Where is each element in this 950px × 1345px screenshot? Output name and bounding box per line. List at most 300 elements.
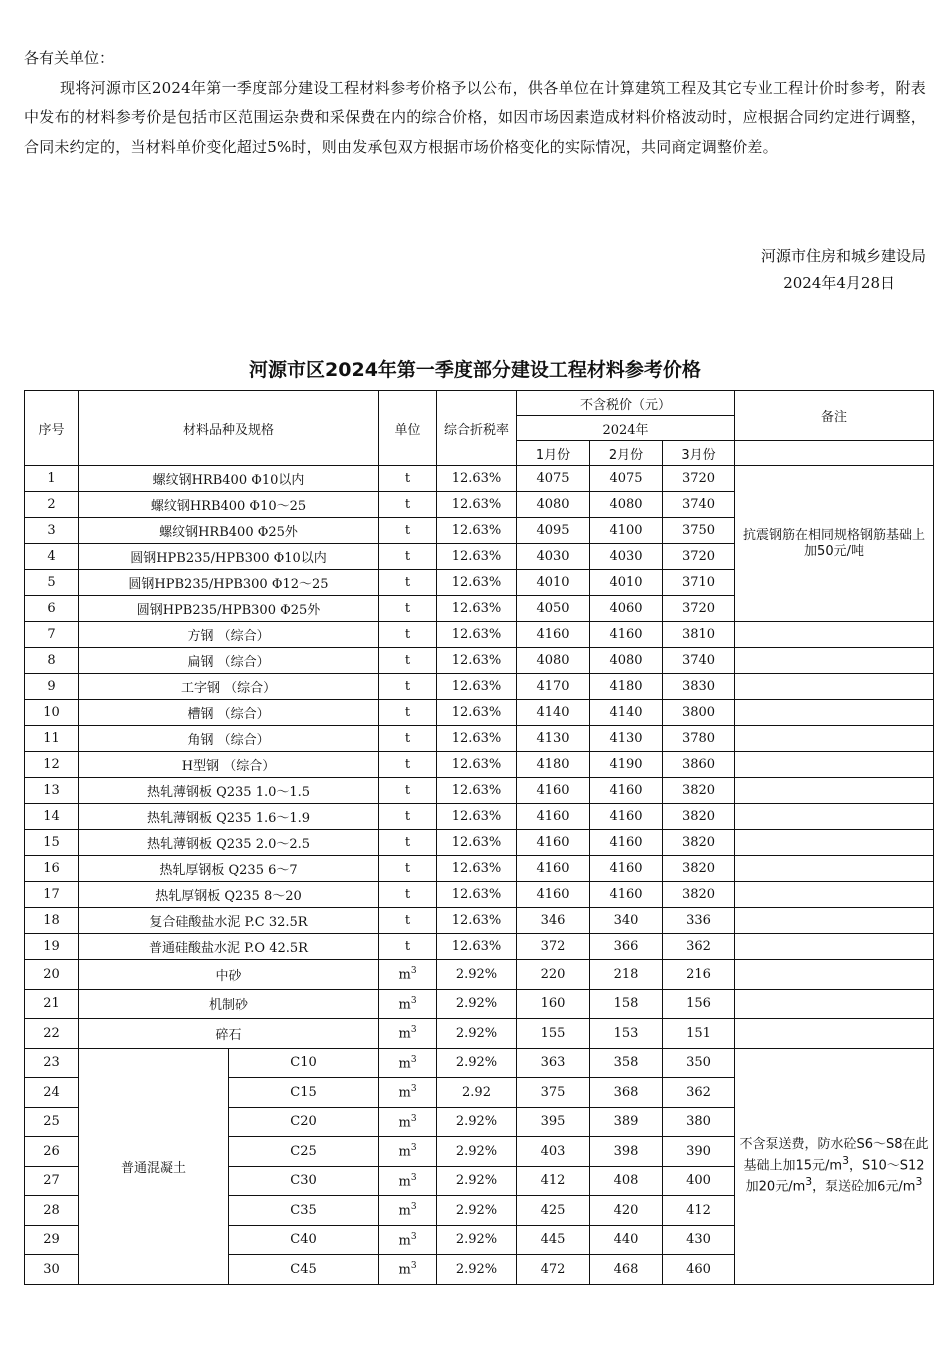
row-number: 5: [25, 570, 79, 596]
unit-cell: [379, 544, 437, 570]
price-month-2: 218: [590, 960, 663, 990]
remark-empty: [735, 1019, 934, 1049]
price-month-1: 4080: [517, 492, 590, 518]
price-month-1: 4010: [517, 570, 590, 596]
unit-cell: [379, 960, 437, 990]
price-month-2: 398: [590, 1137, 663, 1167]
price-month-1: 155: [517, 1019, 590, 1049]
price-month-2: 4140: [590, 700, 663, 726]
price-month-2: 4160: [590, 882, 663, 908]
price-month-3: 151: [663, 1019, 735, 1049]
concrete-grade: C15: [229, 1078, 379, 1108]
unit-cell: [379, 804, 437, 830]
row-number: 17: [25, 882, 79, 908]
tax-rate: 2.92: [437, 1078, 517, 1108]
unit-text: t: [404, 497, 411, 512]
unit-text: t: [404, 653, 411, 668]
row-number: 8: [25, 648, 79, 674]
issuer: 河源市住房和城乡建设局: [760, 247, 926, 265]
price-month-1: 4050: [517, 596, 590, 622]
material-name: 方钢 （综合）: [79, 622, 379, 648]
row-number: 1: [25, 466, 79, 492]
row-number: 10: [25, 700, 79, 726]
unit-text: t: [404, 731, 411, 746]
unit-cell: [379, 1078, 437, 1108]
unit-cell: [379, 700, 437, 726]
row-number: 27: [25, 1166, 79, 1196]
tax-rate: 2.92%: [437, 1166, 517, 1196]
unit-exponent: 3: [410, 1261, 417, 1272]
price-month-1: 4180: [517, 752, 590, 778]
table-row: [25, 752, 934, 778]
unit-text: m: [398, 1114, 411, 1130]
unit-text: t: [404, 783, 411, 798]
tax-rate: 2.92%: [437, 1107, 517, 1137]
table-row: [25, 882, 934, 908]
table-row: [25, 700, 934, 726]
remark-empty: [735, 908, 934, 934]
tax-rate: 12.63%: [437, 752, 517, 778]
price-month-3: 3820: [663, 830, 735, 856]
price-month-2: 440: [590, 1225, 663, 1255]
unit-text: t: [404, 913, 411, 928]
tax-rate: 2.92%: [437, 960, 517, 990]
remark-empty: [735, 700, 934, 726]
material-name: 槽钢 （综合）: [79, 700, 379, 726]
remark-empty: [735, 856, 934, 882]
unit-cell: [379, 1166, 437, 1196]
price-month-1: 4140: [517, 700, 590, 726]
tax-rate: 12.63%: [437, 596, 517, 622]
material-name: 碎石: [79, 1019, 379, 1049]
price-month-3: 362: [663, 934, 735, 960]
row-number: 12: [25, 752, 79, 778]
unit-text: m: [398, 1203, 411, 1219]
unit-text: m: [398, 1055, 411, 1071]
unit-cell: [379, 1137, 437, 1167]
price-month-1: 4160: [517, 882, 590, 908]
concrete-remark: [735, 1048, 934, 1284]
price-month-3: 3830: [663, 674, 735, 700]
tax-rate: 12.63%: [437, 674, 517, 700]
material-name: 复合硅酸盐水泥 P.C 32.5R: [79, 908, 379, 934]
price-month-3: 460: [663, 1255, 735, 1285]
remark-empty: [735, 726, 934, 752]
unit-text: m: [398, 1026, 411, 1042]
remark-empty: [735, 934, 934, 960]
price-month-3: 350: [663, 1048, 735, 1078]
material-name: 工字钢 （综合）: [79, 674, 379, 700]
tax-rate: 12.63%: [437, 934, 517, 960]
remark-empty: [735, 752, 934, 778]
row-number: 15: [25, 830, 79, 856]
price-month-2: 368: [590, 1078, 663, 1108]
price-month-3: 3810: [663, 622, 735, 648]
header-year: 2024年: [517, 416, 735, 441]
price-month-2: 468: [590, 1255, 663, 1285]
price-month-2: 389: [590, 1107, 663, 1137]
tax-rate: 12.63%: [437, 726, 517, 752]
remark-empty: [735, 648, 934, 674]
material-name: 热轧薄钢板 Q235 1.6～1.9: [79, 804, 379, 830]
material-name: 螺纹钢HRB400 Φ10～25: [79, 492, 379, 518]
table-row: [25, 466, 934, 492]
price-month-1: 4080: [517, 648, 590, 674]
unit-text: m: [398, 1232, 411, 1248]
unit-cell: [379, 989, 437, 1019]
tax-rate: 2.92%: [437, 1019, 517, 1049]
header-no: 序号: [25, 391, 79, 466]
price-month-3: 3750: [663, 518, 735, 544]
price-month-2: 4075: [590, 466, 663, 492]
header-month-2: 2月份: [590, 441, 663, 466]
price-month-2: 4080: [590, 648, 663, 674]
price-month-1: 363: [517, 1048, 590, 1078]
notice-body: 现将河源市区2024年第一季度部分建设工程材料参考价格予以公布，供各单位在计算建筑工程及其它专业工程计价时参考，附表中发布的材料参考价是包括市区范围运杂费和采保费在内的综合价格，如因市场因素造成材料价格波动时，应根据合同约定进行调整，合同未约定的，当材料单价变化超过5%时，则由发承包双方根据市场价格变化的实际情况，共同商定调整价差。: [24, 78, 926, 156]
unit-cell: [379, 830, 437, 856]
material-name: 机制砂: [79, 989, 379, 1019]
row-number: 22: [25, 1019, 79, 1049]
tax-rate: 12.63%: [437, 856, 517, 882]
header-month-1: 1月份: [517, 441, 590, 466]
price-month-2: 4160: [590, 856, 663, 882]
row-number: 21: [25, 989, 79, 1019]
table-title: 河源市区2024年第一季度部分建设工程材料参考价格: [249, 359, 701, 381]
unit-exponent: 3: [410, 1143, 417, 1154]
unit-cell: [379, 648, 437, 674]
price-month-2: 4010: [590, 570, 663, 596]
remark-empty: [735, 830, 934, 856]
price-month-2: 4160: [590, 804, 663, 830]
remark-text: ，S10～S12加20元/m: [745, 1158, 925, 1195]
unit-exponent: 3: [410, 995, 417, 1006]
remark-text: 不含泵送费，防水砼S6～S8在此基础上加15元/m: [739, 1136, 929, 1173]
price-month-2: 4190: [590, 752, 663, 778]
tax-rate: 12.63%: [437, 882, 517, 908]
concrete-category: 普通混凝土: [79, 1048, 229, 1284]
price-month-1: 375: [517, 1078, 590, 1108]
tax-rate: 12.63%: [437, 570, 517, 596]
material-name: 热轧薄钢板 Q235 1.0～1.5: [79, 778, 379, 804]
tax-rate: 12.63%: [437, 804, 517, 830]
price-month-1: 4160: [517, 830, 590, 856]
row-number: 26: [25, 1137, 79, 1167]
price-month-3: 3820: [663, 804, 735, 830]
remark-exponent: 3: [915, 1175, 923, 1188]
price-month-3: 412: [663, 1196, 735, 1226]
table-row: [25, 908, 934, 934]
tax-rate: 12.63%: [437, 648, 517, 674]
header-material: 材料品种及规格: [79, 391, 379, 466]
unit-cell: [379, 908, 437, 934]
material-name: 圆钢HPB235/HPB300 Φ10以内: [79, 544, 379, 570]
unit-cell: [379, 466, 437, 492]
remark-text: ，泵送砼加6元/m: [812, 1179, 916, 1195]
price-month-3: 156: [663, 989, 735, 1019]
unit-text: t: [404, 601, 411, 616]
unit-cell: [379, 492, 437, 518]
unit-cell: [379, 1196, 437, 1226]
unit-cell: [379, 752, 437, 778]
row-number: 23: [25, 1048, 79, 1078]
price-month-1: 4075: [517, 466, 590, 492]
price-month-3: 3820: [663, 778, 735, 804]
unit-text: t: [404, 835, 411, 850]
tax-rate: 12.63%: [437, 908, 517, 934]
price-month-1: 372: [517, 934, 590, 960]
tax-rate: 12.63%: [437, 466, 517, 492]
price-month-1: 4030: [517, 544, 590, 570]
header-unit: 单位: [379, 391, 437, 466]
row-number: 18: [25, 908, 79, 934]
tax-rate: 2.92%: [437, 1196, 517, 1226]
price-month-3: 336: [663, 908, 735, 934]
remark-empty: [735, 674, 934, 700]
price-month-2: 4130: [590, 726, 663, 752]
price-month-1: 4160: [517, 778, 590, 804]
price-month-1: 4130: [517, 726, 590, 752]
material-name: 热轧厚钢板 Q235 8～20: [79, 882, 379, 908]
tax-rate: 12.63%: [437, 700, 517, 726]
table-row: [25, 778, 934, 804]
unit-exponent: 3: [410, 1202, 417, 1213]
price-month-2: 358: [590, 1048, 663, 1078]
header-remark-spacer: [735, 441, 934, 466]
unit-text: m: [398, 1144, 411, 1160]
price-month-1: 403: [517, 1137, 590, 1167]
tax-rate: 12.63%: [437, 622, 517, 648]
unit-text: t: [404, 627, 411, 642]
row-number: 2: [25, 492, 79, 518]
unit-cell: [379, 934, 437, 960]
concrete-grade: C30: [229, 1166, 379, 1196]
material-name: 扁钢 （综合）: [79, 648, 379, 674]
row-number: 30: [25, 1255, 79, 1285]
material-name: 热轧厚钢板 Q235 6～7: [79, 856, 379, 882]
price-month-1: 346: [517, 908, 590, 934]
unit-text: m: [398, 996, 411, 1012]
header-price-group: 不含税价（元）: [517, 391, 735, 416]
remark-empty: [735, 989, 934, 1019]
price-month-3: 3720: [663, 596, 735, 622]
price-month-2: 4030: [590, 544, 663, 570]
unit-text: t: [404, 705, 411, 720]
material-name: 螺纹钢HRB400 Φ10以内: [79, 466, 379, 492]
material-name: 普通硅酸盐水泥 P.O 42.5R: [79, 934, 379, 960]
price-month-2: 158: [590, 989, 663, 1019]
remark-empty: [735, 882, 934, 908]
price-month-1: 425: [517, 1196, 590, 1226]
price-month-3: 3740: [663, 492, 735, 518]
table-row: [25, 674, 934, 700]
unit-exponent: 3: [410, 966, 417, 977]
price-month-1: 4160: [517, 622, 590, 648]
price-month-3: 430: [663, 1225, 735, 1255]
salutation: 各有关单位：: [24, 49, 115, 67]
price-month-1: 472: [517, 1255, 590, 1285]
unit-cell: [379, 778, 437, 804]
remark-empty: [735, 778, 934, 804]
unit-text: t: [404, 939, 411, 954]
tax-rate: 2.92%: [437, 1255, 517, 1285]
unit-exponent: 3: [410, 1231, 417, 1242]
price-month-3: 400: [663, 1166, 735, 1196]
table-row: [25, 830, 934, 856]
unit-cell: [379, 674, 437, 700]
price-month-1: 4170: [517, 674, 590, 700]
price-month-2: 340: [590, 908, 663, 934]
price-month-2: 408: [590, 1166, 663, 1196]
remark-empty: [735, 622, 934, 648]
unit-text: t: [404, 861, 411, 876]
unit-cell: [379, 856, 437, 882]
remark-exponent: 3: [805, 1175, 813, 1188]
unit-cell: [379, 1225, 437, 1255]
unit-text: t: [404, 809, 411, 824]
material-name: 角钢 （综合）: [79, 726, 379, 752]
concrete-grade: C40: [229, 1225, 379, 1255]
price-month-3: 3820: [663, 856, 735, 882]
unit-exponent: 3: [410, 1113, 417, 1124]
concrete-grade: C25: [229, 1137, 379, 1167]
row-number: 24: [25, 1078, 79, 1108]
table-row: [25, 989, 934, 1019]
price-month-3: 362: [663, 1078, 735, 1108]
concrete-grade: C35: [229, 1196, 379, 1226]
row-number: 14: [25, 804, 79, 830]
unit-exponent: 3: [410, 1054, 417, 1065]
price-month-3: 216: [663, 960, 735, 990]
tax-rate: 12.63%: [437, 544, 517, 570]
table-row: [25, 856, 934, 882]
price-month-2: 366: [590, 934, 663, 960]
row-number: 19: [25, 934, 79, 960]
unit-exponent: 3: [410, 1025, 417, 1036]
row-number: 3: [25, 518, 79, 544]
unit-cell: [379, 518, 437, 544]
tax-rate: 2.92%: [437, 1137, 517, 1167]
table-row: [25, 1048, 934, 1078]
price-month-3: 3720: [663, 544, 735, 570]
unit-text: t: [404, 549, 411, 564]
unit-exponent: 3: [410, 1172, 417, 1183]
unit-text: t: [404, 887, 411, 902]
price-month-1: 160: [517, 989, 590, 1019]
unit-cell: [379, 622, 437, 648]
price-month-2: 4180: [590, 674, 663, 700]
price-month-1: 4095: [517, 518, 590, 544]
unit-cell: [379, 596, 437, 622]
remark-exponent: 3: [842, 1153, 849, 1167]
unit-cell: [379, 1107, 437, 1137]
table-row: [25, 648, 934, 674]
price-month-1: 4160: [517, 804, 590, 830]
price-month-1: 445: [517, 1225, 590, 1255]
table-row: [25, 934, 934, 960]
unit-cell: [379, 726, 437, 752]
table-row: [25, 726, 934, 752]
price-month-1: 4160: [517, 856, 590, 882]
row-number: 28: [25, 1196, 79, 1226]
price-month-1: 220: [517, 960, 590, 990]
remark-empty: [735, 804, 934, 830]
price-month-3: 390: [663, 1137, 735, 1167]
page-cut: [0, 1287, 950, 1345]
row-number: 29: [25, 1225, 79, 1255]
notice-letter: [24, 44, 926, 162]
price-month-3: 3860: [663, 752, 735, 778]
unit-cell: [379, 1019, 437, 1049]
remark-empty: [735, 960, 934, 990]
row-number: 9: [25, 674, 79, 700]
price-month-3: 3800: [663, 700, 735, 726]
price-table: [24, 390, 934, 1285]
header-remark: 备注: [735, 391, 934, 441]
table-row: [25, 804, 934, 830]
material-name: H型钢 （综合）: [79, 752, 379, 778]
table-row: [25, 1019, 934, 1049]
tax-rate: 2.92%: [437, 1225, 517, 1255]
row-number: 20: [25, 960, 79, 990]
unit-cell: [379, 882, 437, 908]
tax-rate: 12.63%: [437, 492, 517, 518]
tax-rate: 2.92%: [437, 1048, 517, 1078]
row-number: 11: [25, 726, 79, 752]
price-month-3: 3820: [663, 882, 735, 908]
material-name: 螺纹钢HRB400 Φ25外: [79, 518, 379, 544]
unit-text: t: [404, 471, 411, 486]
price-month-2: 4080: [590, 492, 663, 518]
row-number: 6: [25, 596, 79, 622]
price-month-3: 380: [663, 1107, 735, 1137]
concrete-grade: C10: [229, 1048, 379, 1078]
tax-rate: 12.63%: [437, 778, 517, 804]
concrete-grade: C20: [229, 1107, 379, 1137]
price-month-3: 3710: [663, 570, 735, 596]
unit-text: t: [404, 679, 411, 694]
price-month-2: 4160: [590, 622, 663, 648]
unit-text: m: [398, 1173, 411, 1189]
price-month-1: 412: [517, 1166, 590, 1196]
unit-cell: [379, 1048, 437, 1078]
material-name: 圆钢HPB235/HPB300 Φ25外: [79, 596, 379, 622]
price-month-2: 4160: [590, 778, 663, 804]
row-number: 16: [25, 856, 79, 882]
steel-remark: 抗震钢筋在相同规格钢筋基础上加50元/吨: [735, 466, 934, 622]
row-number: 25: [25, 1107, 79, 1137]
price-month-2: 420: [590, 1196, 663, 1226]
header-month-3: 3月份: [663, 441, 735, 466]
unit-cell: [379, 570, 437, 596]
concrete-grade: C45: [229, 1255, 379, 1285]
tax-rate: 2.92%: [437, 989, 517, 1019]
unit-exponent: 3: [410, 1084, 417, 1095]
row-number: 13: [25, 778, 79, 804]
unit-text: m: [398, 1085, 411, 1101]
material-name: 中砂: [79, 960, 379, 990]
tax-rate: 12.63%: [437, 830, 517, 856]
unit-text: t: [404, 757, 411, 772]
unit-cell: [379, 1255, 437, 1285]
price-month-3: 3780: [663, 726, 735, 752]
material-name: 圆钢HPB235/HPB300 Φ12～25: [79, 570, 379, 596]
unit-text: t: [404, 523, 411, 538]
price-month-3: 3740: [663, 648, 735, 674]
price-month-3: 3720: [663, 466, 735, 492]
table-row: [25, 960, 934, 990]
header-rate: 综合折税率: [437, 391, 517, 466]
unit-text: t: [404, 575, 411, 590]
